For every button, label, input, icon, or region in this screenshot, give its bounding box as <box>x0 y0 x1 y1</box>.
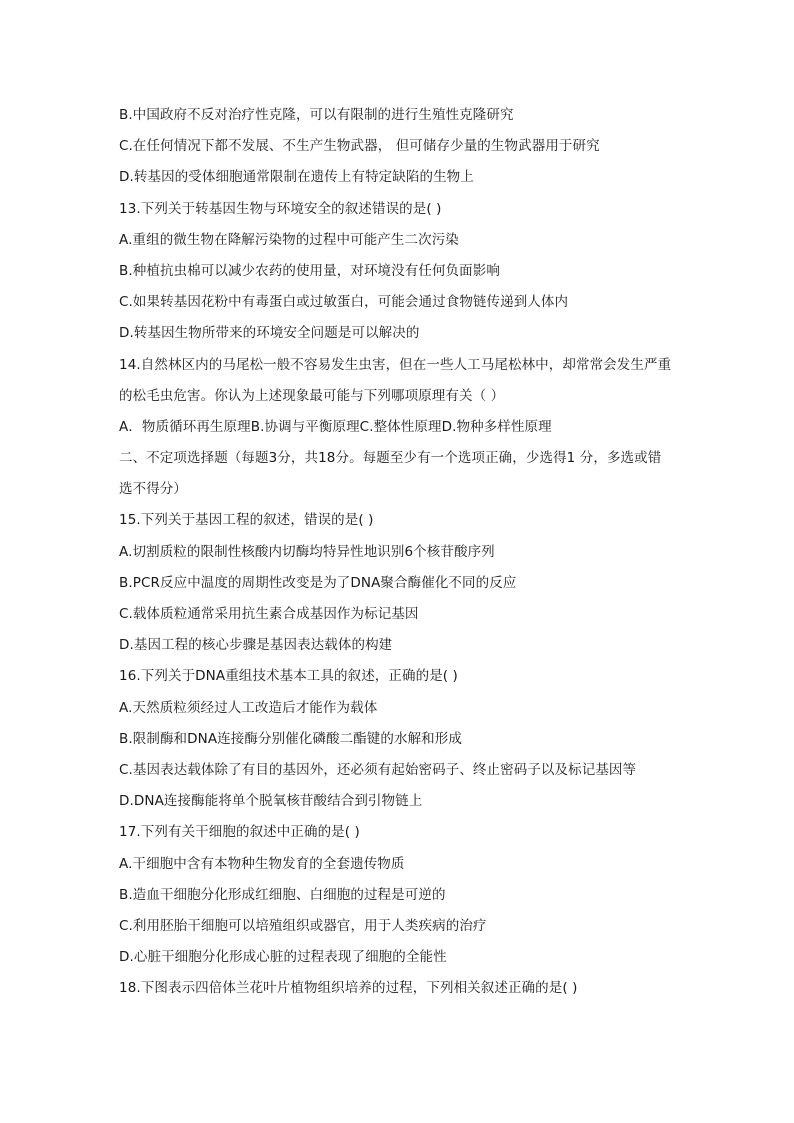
question-14-line-1: 14.自然林区内的马尾松一般不容易发生虫害，但在一些人工马尾松林中，却常常会发生严重 <box>119 356 672 373</box>
option-16c: C.基因表达载体除了有目的基因外，还必须有起始密码子、终止密码子以及标记基因等 <box>119 761 637 778</box>
option-16a: A.天然质粒须经过人工改造后才能作为载体 <box>119 699 378 716</box>
document-page <box>119 100 679 1004</box>
question-15: 15.下列关于基因工程的叙述，错误的是( ) <box>119 512 374 529</box>
option-15b: B.PCR反应中温度的周期性改变是为了DNA聚合酶催化不同的反应 <box>119 574 517 591</box>
section-2-heading-line-2: 选不得分） <box>119 481 187 498</box>
option-15c: C.载体质粒通常采用抗生素合成基因作为标记基因 <box>119 606 419 622</box>
question-16: 16.下列关于DNA重组技术基本工具的叙述，正确的是( ) <box>119 668 458 685</box>
question-13: 13.下列关于转基因生物与环境安全的叙述错误的是( ) <box>119 200 442 217</box>
option-15a: A.切割质粒的限制性核酸内切酶均特异性地识别6个核苷酸序列 <box>119 543 495 560</box>
option-13b: B.种植抗虫棉可以减少农药的使用量，对环境没有任何负面影响 <box>119 262 500 279</box>
option-12b: B.中国政府不反对治疗性克隆，可以有限制的进行生殖性克隆研究 <box>119 107 514 123</box>
option-13d: D.转基因生物所带来的环境安全问题是可以解决的 <box>119 325 420 342</box>
option-17d: D.心脏干细胞分化形成心脏的过程表现了细胞的全能性 <box>119 949 447 966</box>
question-14-line-2: 的松毛虫危害。你认为上述现象最可能与下列哪项原理有关（ ） <box>119 387 505 404</box>
question-18: 18.下图表示四倍体兰花叶片植物组织培养的过程，下列相关叙述正确的是( ) <box>119 980 578 997</box>
options-14: A．物质循环再生原理B.协调与平衡原理C.整体性原理D.物种多样性原理 <box>119 418 552 435</box>
option-13a: A.重组的微生物在降解污染物的过程中可能产生二次污染 <box>119 231 459 248</box>
option-12c: C.在任何情况下都不发展、不生产生物武器， 但可储存少量的生物武器用于研究 <box>119 138 600 155</box>
option-17c: C.利用胚胎干细胞可以培殖组织或器官，用于人类疾病的治疗 <box>119 917 487 934</box>
option-17a: A.干细胞中含有本物种生物发育的全套遗传物质 <box>119 855 405 872</box>
option-15d: D.基因工程的核心步骤是基因表达载体的构建 <box>119 637 393 654</box>
section-2-heading-line-1: 二、不定项选择题（每题3分，共18分。每题至少有一个选项正确，少选得1 分，多选或错 <box>119 450 662 467</box>
option-12d: D.转基因的受体细胞通常限制在遗传上有特定缺陷的生物上 <box>119 169 474 186</box>
option-17b: B.造血干细胞分化形成红细胞、白细胞的过程是可逆的 <box>119 886 446 903</box>
option-16b: B.限制酶和DNA连接酶分别催化磷酸二酯键的水解和形成 <box>119 730 462 747</box>
question-17: 17.下列有关干细胞的叙述中正确的是( ) <box>119 824 360 841</box>
option-16d: D.DNA连接酶能将单个脱氧核苷酸结合到引物链上 <box>119 793 423 810</box>
option-13c: C.如果转基因花粉中有毒蛋白或过敏蛋白，可能会通过食物链传递到人体内 <box>119 294 569 311</box>
